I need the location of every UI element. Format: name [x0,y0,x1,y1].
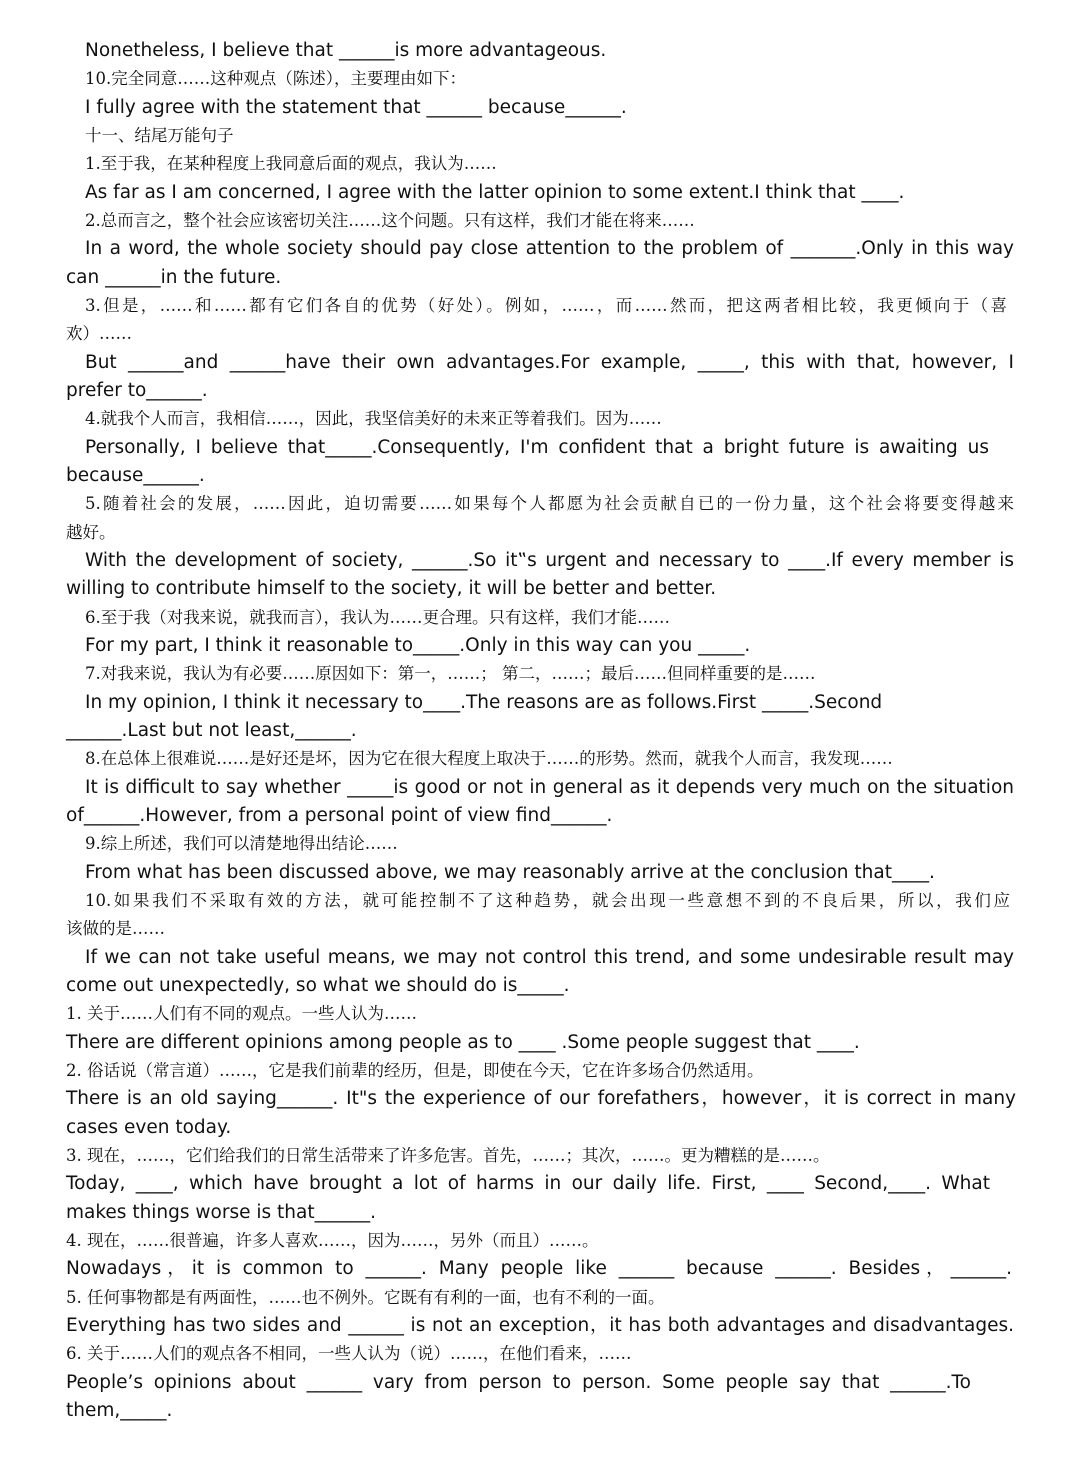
text-line: Nonetheless, I believe that ______is more advantageous. [85,40,607,61]
text-line: As far as I am concerned, I agree with the latter opinion to some extent.I think that ____. [85,182,905,203]
text-line-chinese: 欢）…… [66,324,132,343]
text-line: Today, ____, which have brought a lot of harms in our daily life. First, ____ Second,____. What [66,1173,990,1194]
text-line: Personally, I believe that_____.Consequently, I'm confident that a bright future is awaiting us [85,437,989,458]
text-line: It is difficult to say whether _____is good or not in general as it depends very much on the situation [85,777,1014,798]
text-line: prefer to______. [66,380,208,401]
text-line-chinese: 4. 现在，……很普遍，许多人喜欢……，因为……，另外（而且）……。 [66,1231,599,1250]
text-line: makes things worse is that______. [66,1202,376,1223]
text-line-chinese: 越好。 [66,523,116,542]
text-line: There are different opinions among people as to ____ .Some people suggest that ____. [66,1032,860,1053]
text-line-chinese: 1.至于我，在某种程度上我同意后面的观点，我认为…… [85,154,497,173]
text-line: People’s opinions about ______ vary from person to person. Some people say that ______.To [66,1372,971,1393]
text-line: come out unexpectedly, so what we should do is_____. [66,975,570,996]
text-line: because______. [66,465,205,486]
text-line-chinese: 7.对我来说，我认为有必要……原因如下：第一，……； 第二，……；最后……但同样重要的是…… [85,664,816,683]
text-line-chinese: 2. 俗话说（常言道）……，它是我们前辈的经历，但是，即使在今天，它在许多场合仍然适用。 [66,1061,764,1080]
text-line: There is an old saying______. It"s the experience of our forefathers，however，it is correct in many [66,1088,1016,1109]
text-line: From what has been discussed above, we may reasonably arrive at the conclusion that____. [85,862,935,883]
text-line: But ______and ______have their own advantages.For example, _____, this with that, however, I [85,352,1014,373]
text-line-chinese: 5. 任何事物都是有两面性，……也不例外。它既有有利的一面，也有不利的一面。 [66,1288,665,1307]
text-line-chinese: 10.完全同意……这种观点（陈述），主要理由如下： [85,69,466,88]
text-line: Everything has two sides and ______ is not an exception，it has both advantages and disadvantages. [66,1315,1014,1336]
text-line: them,_____. [66,1400,173,1421]
text-line-chinese: 5.随着社会的发展，……因此，迫切需要……如果每个人都愿为社会贡献自已的一份力量，这个社会将要变得越来 [85,494,1014,513]
text-line: If we can not take useful means, we may not control this trend, and some undesirable result may [85,947,1014,968]
text-line-chinese: 8.在总体上很难说……是好还是坏，因为它在很大程度上取决于……的形势。然而，就我个人而言，我发现…… [85,749,893,768]
text-line: I fully agree with the statement that ______ because______. [85,97,627,118]
section-heading: 十一、结尾万能句子 [85,126,234,145]
text-line: For my part, I think it reasonable to_____.Only in this way can you _____. [85,635,751,656]
text-line: With the development of society, ______.So it‟s urgent and necessary to ____.If every member is [85,550,1014,571]
text-line-chinese: 6. 关于……人们的观点各不相同，一些人认为（说）……，在他们看来，…… [66,1344,632,1363]
text-line-chinese: 该做的是…… [66,919,165,938]
text-line: can ______in the future. [66,267,282,288]
text-line: In a word, the whole society should pay close attention to the problem of _______.Only in this way [85,238,1014,259]
text-line-chinese: 9.综上所述，我们可以清楚地得出结论…… [85,834,398,853]
text-line: Nowadays，it is common to ______. Many people like ______ because ______. Besides，______. [66,1258,1012,1279]
text-line-chinese: 3.但是，……和……都有它们各自的优势（好处）。例如，……，而……然而，把这两者相比较，我更倾向于（喜 [85,296,1007,315]
text-line: In my opinion, I think it necessary to____.The reasons are as follows.First _____.Second [85,692,883,713]
text-line-chinese: 2.总而言之，整个社会应该密切关注……这个问题。只有这样，我们才能在将来…… [85,211,695,230]
text-line: of______.However, from a personal point of view find______. [66,805,613,826]
text-line-chinese: 3. 现在，……，它们给我们的日常生活带来了许多危害。首先，……；其次，……。更为糟糕的是……。 [66,1146,830,1165]
text-line-chinese: 4.就我个人而言，我相信……，因此，我坚信美好的未来正等着我们。因为…… [85,409,662,428]
text-line: cases even today. [66,1117,232,1138]
text-line: ______.Last but not least,______. [66,720,357,741]
text-line-chinese: 1. 关于……人们有不同的观点。一些人认为…… [66,1004,417,1023]
text-line-chinese: 10.如果我们不采取有效的方法，就可能控制不了这种趋势，就会出现一些意想不到的不良后果，所以，我们应 [85,891,1010,910]
text-line-chinese: 6.至于我（对我来说，就我而言），我认为……更合理。只有这样，我们才能…… [85,608,670,627]
text-line: willing to contribute himself to the society, it will be better and better. [66,578,717,599]
